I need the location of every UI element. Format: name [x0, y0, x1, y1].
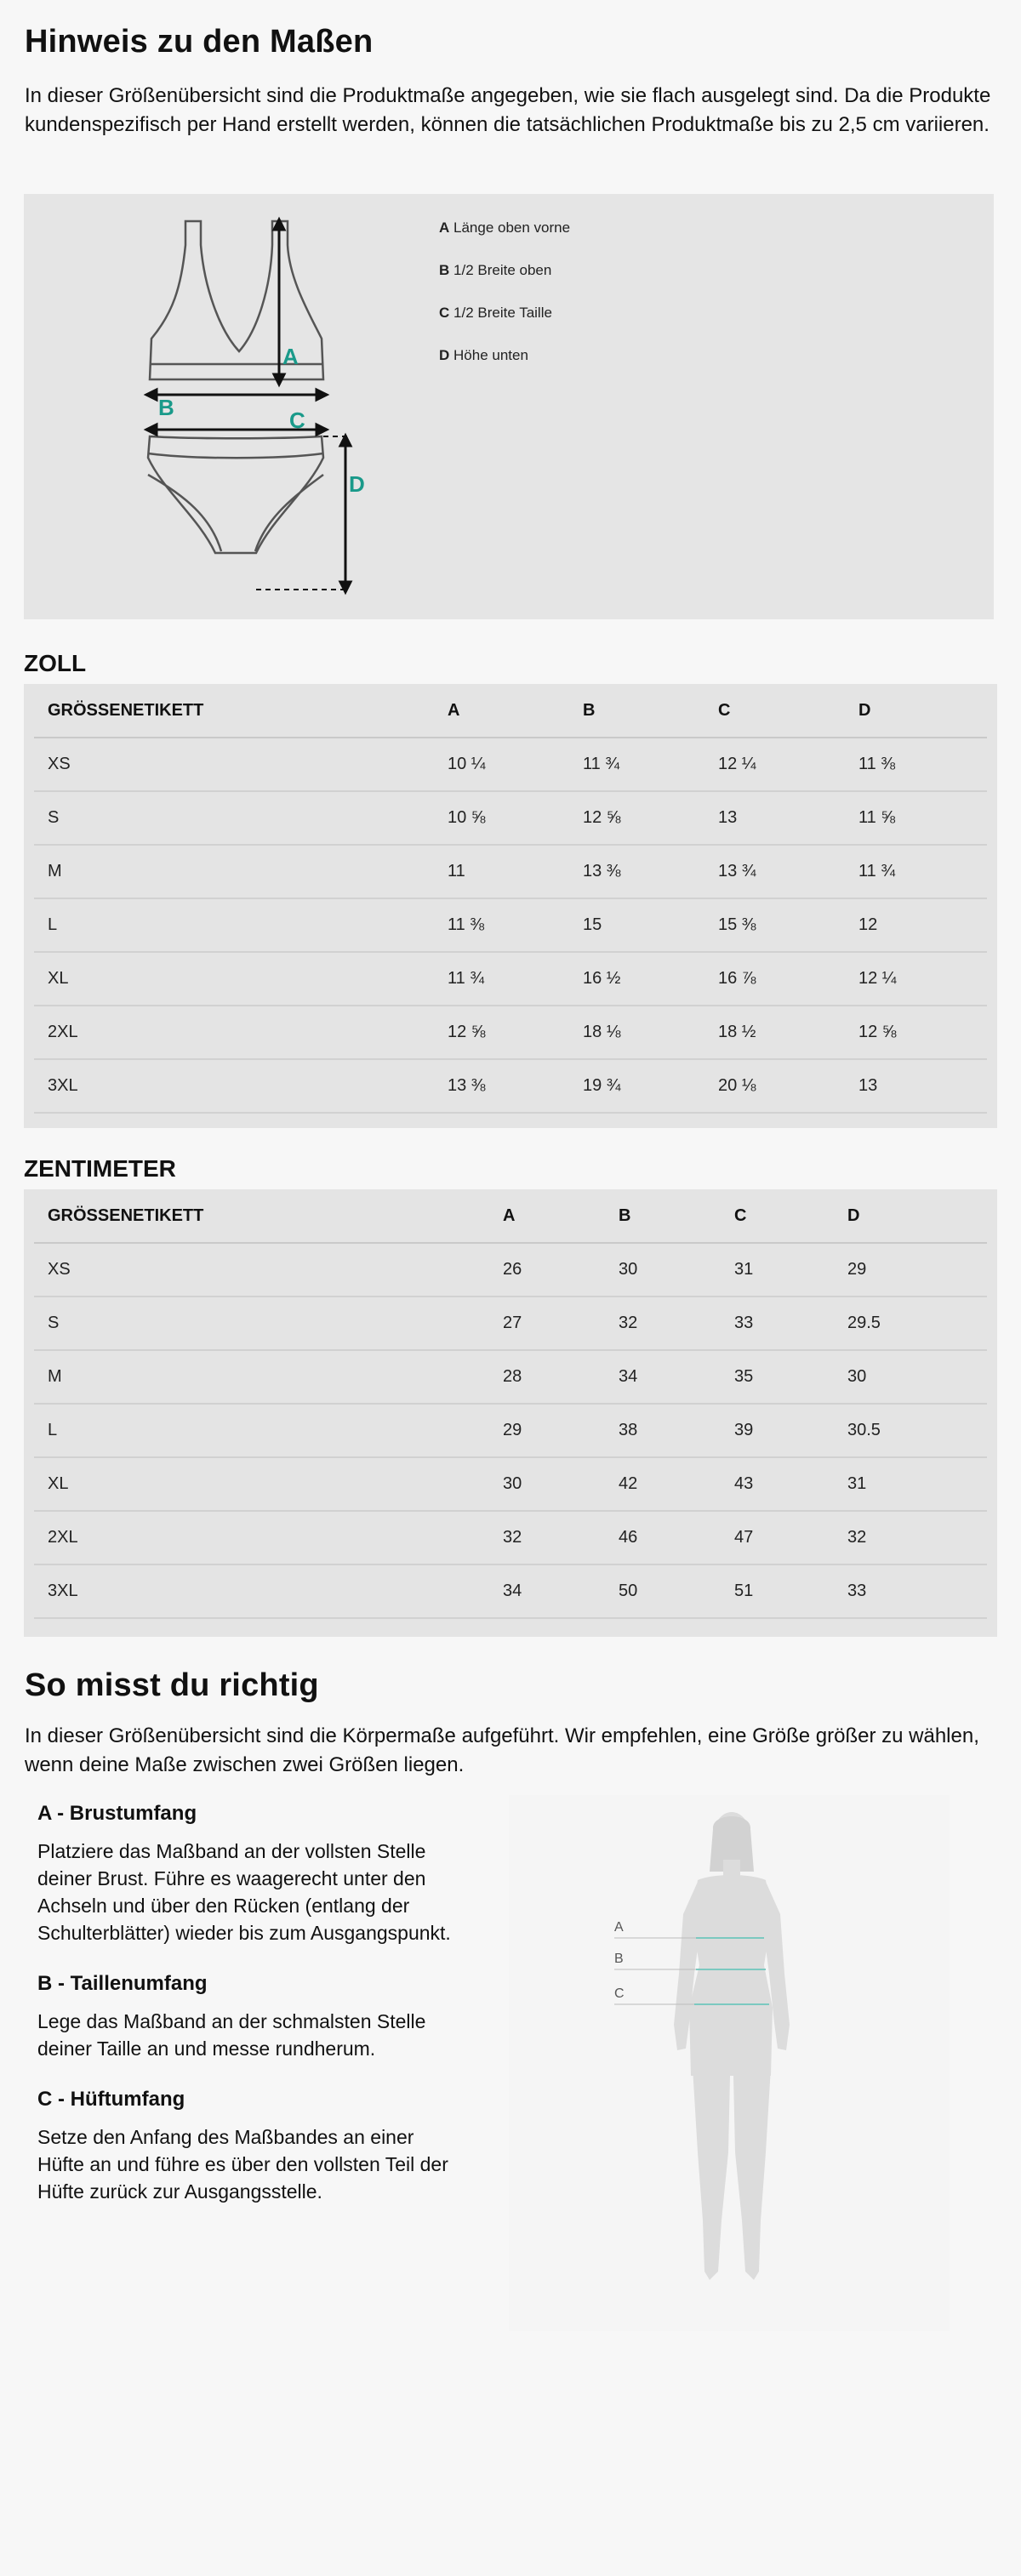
table-row: M 11 13 ⅜ 13 ¾ 11 ¾: [34, 845, 987, 898]
col-header: C: [721, 1189, 834, 1243]
inches-title: ZOLL: [24, 650, 87, 676]
howto-text: In dieser Größenübersicht sind die Körpermaße aufgeführt. Wir empfehlen, eine Größe größer zu wählen, wenn deine Maße zwischen zwei Größen liegen.: [25, 1724, 979, 1776]
measure-text: Setze den Anfang des Maßbandes an einer Hüfte an und führe es über den vollsten Teil der Hüfte zurück zur Ausgangsstelle.: [37, 2126, 448, 2203]
col-header: B: [569, 684, 704, 738]
col-header: A: [489, 1189, 605, 1243]
col-header: D: [845, 684, 987, 738]
measure-instructions: [37, 1802, 463, 2205]
col-header: D: [834, 1189, 987, 1243]
cm-title: ZENTIMETER: [24, 1155, 176, 1182]
table-row: XL 11 ¾ 16 ½ 16 ⅞ 12 ¼: [34, 952, 987, 1006]
figure-label-c: C: [614, 1986, 625, 2001]
table-row: XS 10 ¼ 11 ¾ 12 ¼ 11 ⅜: [34, 738, 987, 791]
measure-text: Platziere das Maßband an der vollsten Stelle deiner Brust. Führe es waagerecht unter den Achseln und über den Rücken (entlang der Schulterblätter) wieder bis zum Ausgangspunkt.: [37, 1840, 451, 1944]
table-row: 3XL 13 ⅜ 19 ¾ 20 ⅛ 13: [34, 1059, 987, 1113]
legend-d: D Höhe unten: [439, 347, 528, 363]
measure-item-hip: [37, 2088, 463, 2205]
label-b: B: [158, 395, 174, 420]
cm-table: [34, 1189, 987, 1619]
legend-b: B 1/2 Breite oben: [439, 262, 552, 278]
table-row: L 11 ⅜ 15 15 ⅜ 12: [34, 898, 987, 952]
label-d: D: [349, 471, 365, 497]
measure-heading: A - Brustumfang: [37, 1802, 197, 1825]
table-row: M 28 34 35 30: [34, 1350, 987, 1404]
figure-label-a: A: [614, 1920, 624, 1935]
table-row: 3XL 34 50 51 33: [34, 1564, 987, 1618]
diagram-legend: [439, 219, 570, 390]
measure-text: Lege das Maßband an der schmalsten Stelle deiner Taille an und messe rundherum.: [37, 2010, 426, 2060]
col-header: B: [605, 1189, 721, 1243]
measure-heading: B - Taillenumfang: [37, 1972, 208, 1995]
cm-table-box: [24, 1189, 997, 1637]
table-row: S 10 ⅝ 12 ⅝ 13 11 ⅝: [34, 791, 987, 845]
label-a: A: [282, 344, 299, 369]
table-header-row: [34, 1189, 987, 1243]
measure-item-bust: [37, 1802, 463, 1946]
col-header: GRÖSSENETIKETT: [34, 1189, 489, 1243]
inches-table-box: [24, 684, 997, 1128]
notice-title: Hinweis zu den Maßen: [25, 24, 374, 60]
measure-item-waist: [37, 1972, 463, 2062]
measure-heading: C - Hüftumfang: [37, 2088, 185, 2111]
col-header: A: [434, 684, 569, 738]
table-row: XL 30 42 43 31: [34, 1457, 987, 1511]
inches-table: [34, 684, 987, 1114]
body-silhouette: [674, 1812, 790, 2280]
col-header: C: [704, 684, 845, 738]
measurement-arrows: [146, 219, 351, 592]
label-c: C: [289, 407, 305, 433]
figure-label-b: B: [614, 1952, 624, 1966]
body-silhouette-svg: [509, 1795, 950, 2331]
table-row: S 27 32 33 29.5: [34, 1297, 987, 1350]
col-header: GRÖSSENETIKETT: [34, 684, 434, 738]
body-figure: [509, 1795, 950, 2331]
legend-a: A Länge oben vorne: [439, 219, 571, 236]
notice-text: In dieser Größenübersicht sind die Produktmaße angegeben, wie sie flach ausgelegt sind. Da die Produkte kundenspezifisch per Hand erstellt werden, können die tatsächlichen Produktmaße bis zu 2,5 cm variieren.: [25, 84, 991, 136]
table-row: XS 26 30 31 29: [34, 1243, 987, 1297]
bikini-bottom-outline: [148, 436, 323, 553]
table-header-row: [34, 684, 987, 738]
table-row: L 29 38 39 30.5: [34, 1404, 987, 1457]
table-row: 2XL 32 46 47 32: [34, 1511, 987, 1564]
table-row: 2XL 12 ⅝ 18 ⅛ 18 ½ 12 ⅝: [34, 1006, 987, 1059]
legend-c: C 1/2 Breite Taille: [439, 305, 552, 321]
howto-title: So misst du richtig: [25, 1667, 319, 1703]
